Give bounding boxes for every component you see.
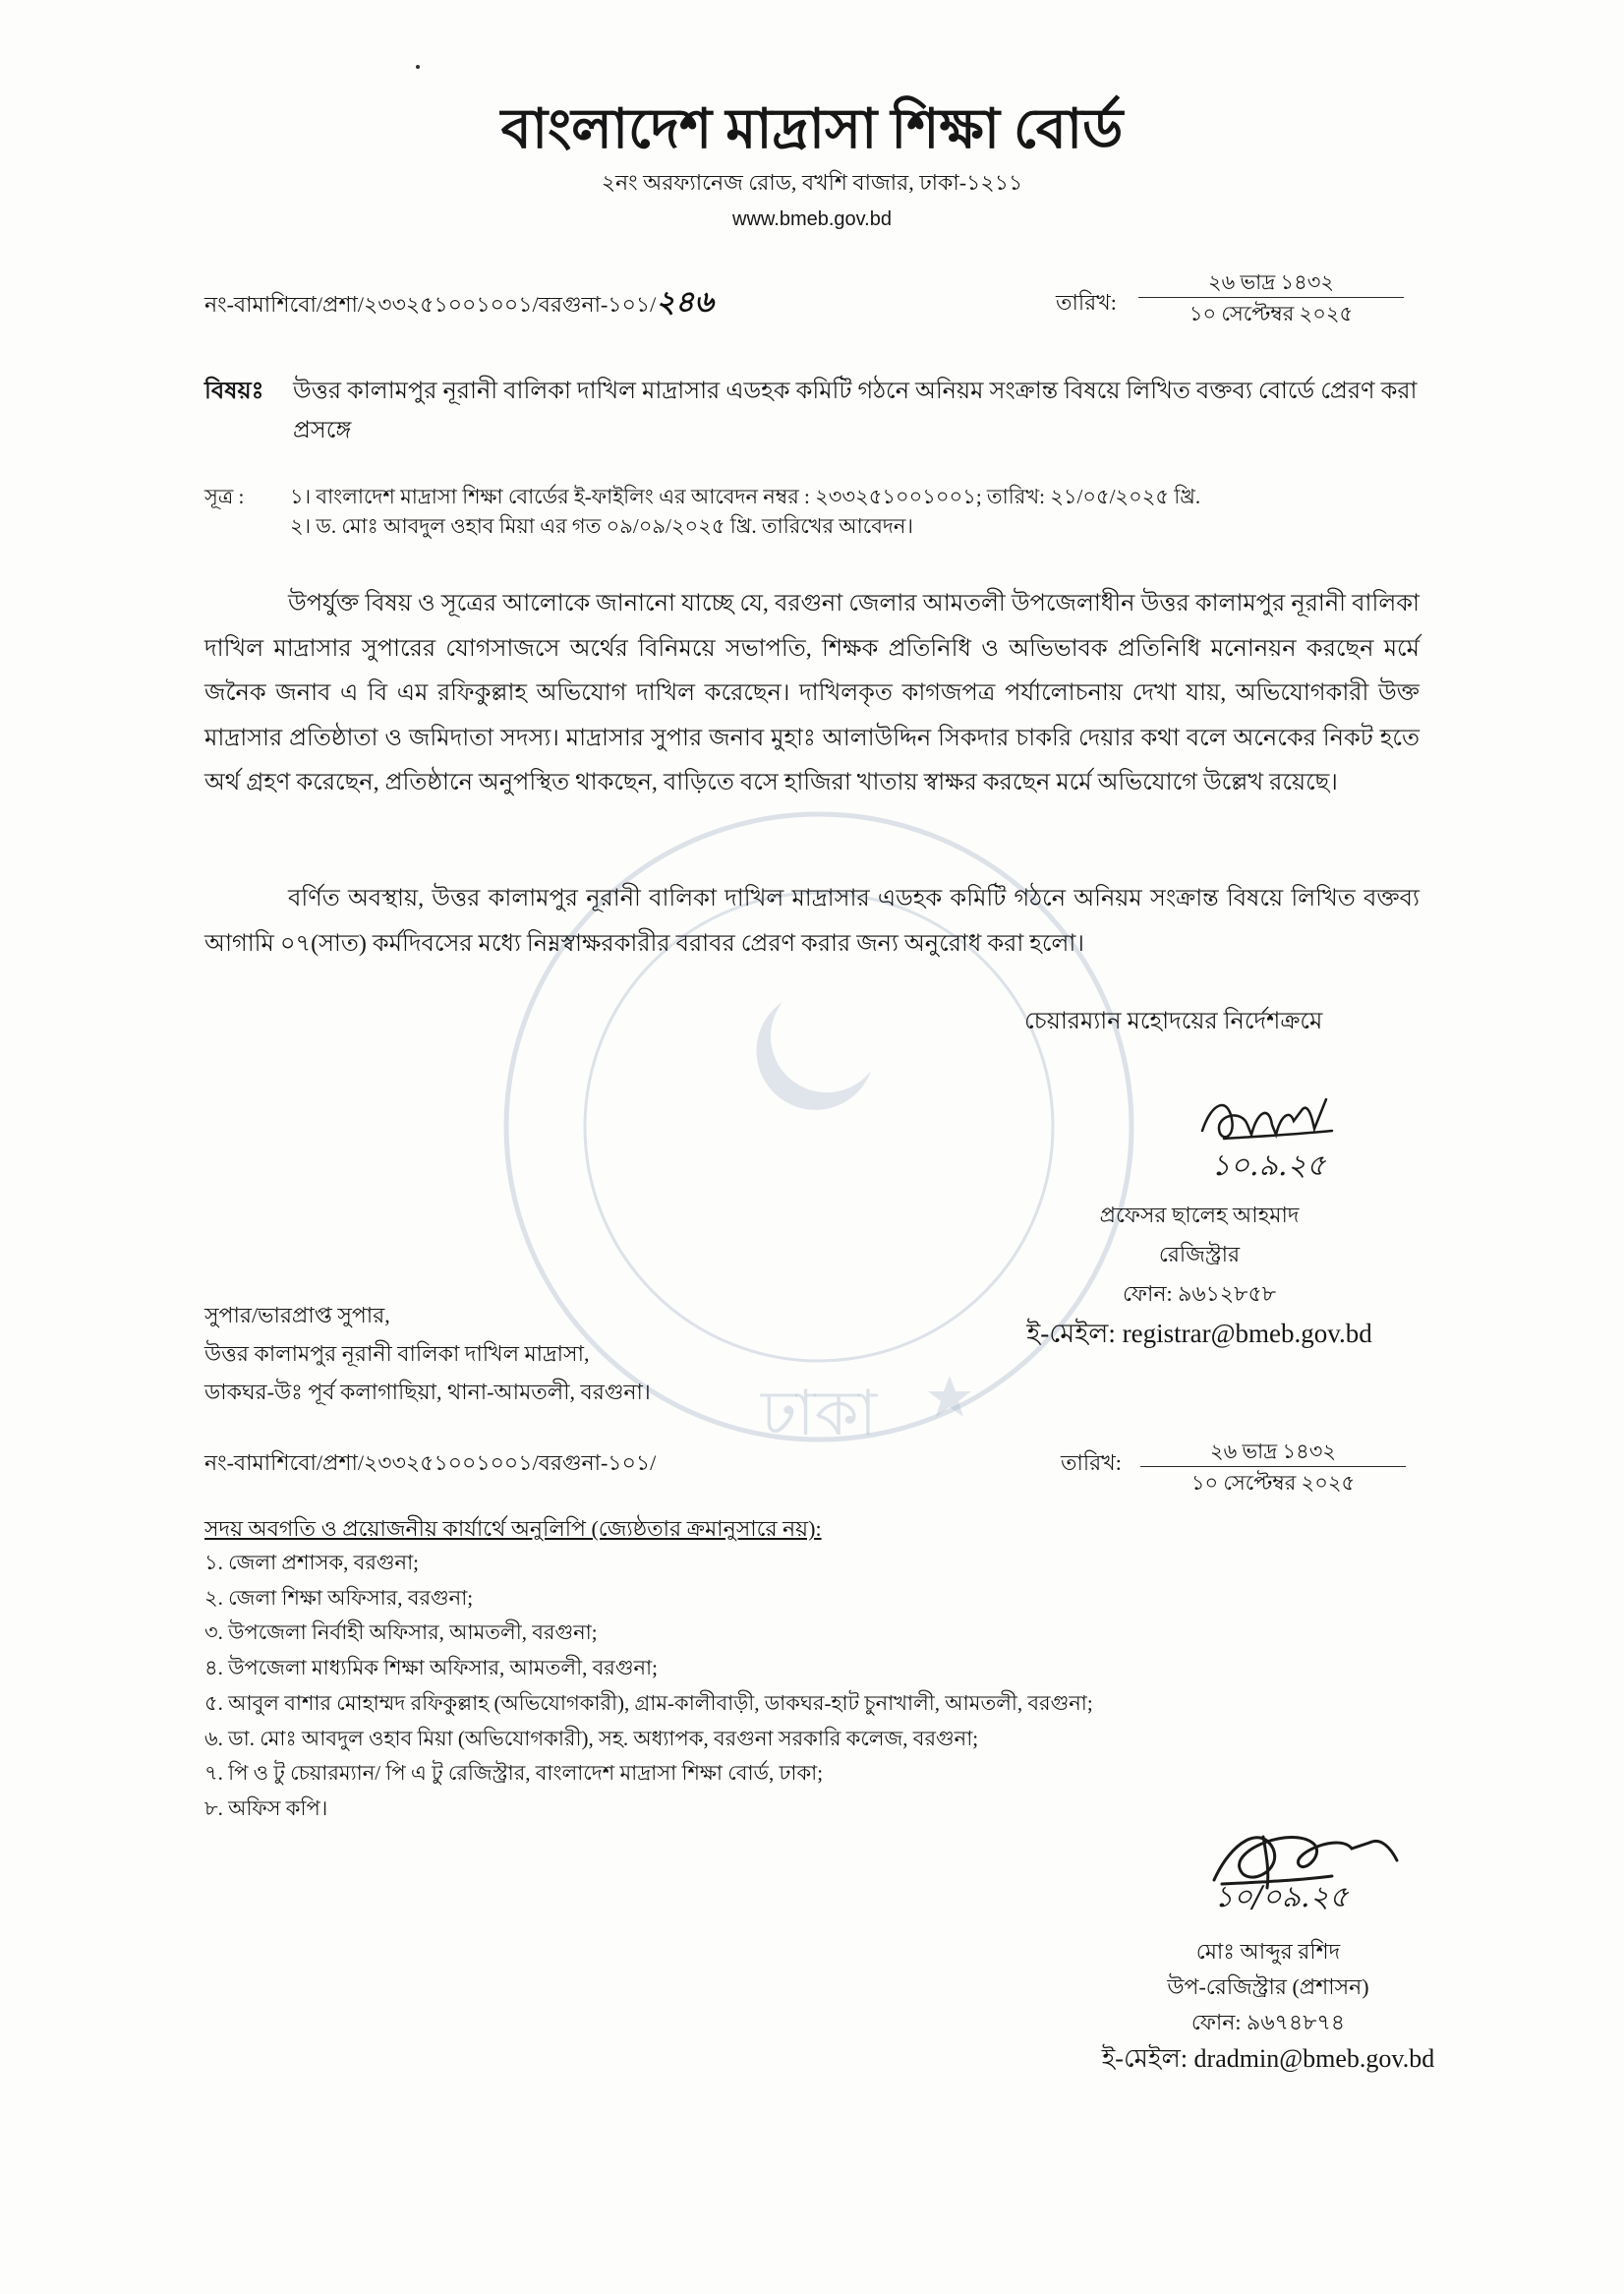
cc-item: ৮. অফিস কপি। [204, 1795, 328, 1820]
addressee-line: উত্তর কালামপুর নূরানী বালিকা দাখিল মাদ্রাসা, [204, 1341, 590, 1366]
reference-list [290, 482, 1421, 541]
memo2-date-bangla: ২৬ ভাদ্র ১৪৩২ [1140, 1437, 1406, 1467]
cc-item: ৩. উপজেলা নির্বাহী অফিসার, আমতলী, বরগুনা; [204, 1620, 598, 1645]
cc-list [204, 1546, 1482, 1827]
board-title: বাংলাদেশ মাদ্রাসা শিক্ষা বোর্ড [500, 99, 1124, 160]
cc-item: ১. জেলা প্রশাসক, বরগুনা; [204, 1551, 419, 1574]
cc-item: ৭. পি ও টু চেয়ারম্যান/ পি এ টু রেজিস্ট্রার, বাংলাদেশ মাদ্রাসা শিক্ষা বোর্ড, ঢাকা; [204, 1761, 824, 1786]
memo-date-block [1138, 267, 1404, 329]
body-paragraph: বর্ণিত অবস্থায়, উত্তর কালামপুর নূরানী বালিকা দাখিল মাদ্রাসার এডহক কমিটি গঠনে অনিয়ম সংক্রান্ত বিষয়ে লিখিত বক্তব্য আগামি ০৭(সাত) কর্মদিবসের মধ্যে নিম্নস্বাক্ষরকারীর বরাবর প্রেরণ করার জন্য অনুরোধ করা হলো। [204, 886, 1420, 957]
board-address: ২নং অরফ্যানেজ রোড, বখশি বাজার, ঢাকা-১২১১ [601, 170, 1023, 195]
addressee-line: ডাকঘর-উঃ পূর্ব কলাগাছিয়া, থানা-আমতলী, বরগুনা। [204, 1380, 651, 1404]
deputy-registrar-designation: উপ-রেজিস্ট্রার (প্রশাসন) [1167, 1974, 1369, 1999]
registrar-designation: রেজিস্ট্রার [1158, 1242, 1241, 1266]
scan-speck [416, 65, 420, 69]
cc-item: ২. জেলা শিক্ষা অফিসার, বরগুনা; [204, 1585, 474, 1610]
memo-number: নং-বামাশিবো/প্রশা/২৩৩২৫১০০১০০১/বরগুনা-১০১/ [204, 292, 657, 317]
memo2-number: নং-বামাশিবো/প্রশা/২৩৩২৫১০০১০০১/বরগুনা-১০১/ [204, 1450, 657, 1475]
registrar-email: ই-মেইল: registrar@bmeb.gov.bd [1026, 1319, 1372, 1348]
addressee-line: সুপার/ভারপ্রাপ্ত সুপার, [204, 1303, 390, 1327]
deputy-registrar-email: ই-মেইল: dradmin@bmeb.gov.bd [1101, 2044, 1435, 2073]
registrar-name: প্রফেসর ছালেহ আহমাদ [1099, 1203, 1300, 1227]
seal-text-bottom: ঢাকা [760, 1379, 878, 1448]
cc-item: ৫. আবুল বাশার মোহাম্মদ রফিকুল্লাহ (অভিযোগকারী), গ্রাম-কালীবাড়ী, ডাকঘর-হাট চুনাখালী, আমতলী, বরগুনা; [204, 1690, 1093, 1715]
memo2-date-english: ১০ সেপ্টেম্বর ২০২৫ [1190, 1471, 1356, 1495]
signature-registrar [1194, 1091, 1342, 1152]
reference-item: ২। ড. মোঃ আবদুল ওহাব মিয়া এর গত ০৯/০৯/২০২৫ খ্রি. তারিখের আবেদন। [290, 514, 913, 538]
subject-label: বিষয়ঃ [204, 379, 264, 404]
registrar-signature-date: ১০.৯.২৫ [1211, 1148, 1326, 1183]
deputy-registrar-signature-date: ১০/০৯.২৫ [1214, 1880, 1349, 1914]
body-paragraph: উপর্যুক্ত বিষয় ও সূত্রের আলোকে জানানো যাচ্ছে যে, বরগুনা জেলার আমতলী উপজেলাধীন উত্তর কালামপুর নূরানী বালিকা দাখিল মাদ্রাসার সুপারের যোগসাজসে অর্থের বিনিময়ে সভাপতি, শিক্ষক প্রতিনিধি ও অভিভাবক প্রতিনিধি মনোনয়ন করছেন মর্মে জনৈক জনাব এ বি এম রফিকুল্লাহ অভিযোগ দাখিল করেছেন। দাখিলকৃত কাগজপত্র পর্যালোচনায় দেখা যায়, অভিযোগকারী উক্ত মাদ্রাসার প্রতিষ্ঠাতা ও জমিদাতা সদস্য। মাদ্রাসার সুপার জনাব মুহাঃ আলাউদ্দিন সিকদার চাকরি দেয়ার কথা বলে অনেকের নিকট হতে অর্থ গ্রহণ করেছেন, প্রতিষ্ঠানে অনুপস্থিত থাকছেন, বাড়িতে বসে হাজিরা খাতায় স্বাক্ষর করছেন মর্মে অভিযোগে উল্লেখ রয়েছে। [204, 591, 1420, 795]
memo-handwritten-number: ২৪৬ [656, 285, 714, 320]
date-label: তারিখ: [1056, 290, 1117, 315]
deputy-registrar-signature-block [1052, 1934, 1484, 2078]
seal-crescent-icon [757, 1002, 871, 1110]
memo2-date-label: তারিখ: [1061, 1450, 1122, 1475]
chairman-directive: চেয়ারম্যান মহোদয়ের নির্দেশক্রমে [1024, 1009, 1323, 1034]
reference-item: ১। বাংলাদেশ মাদ্রাসা শিক্ষা বোর্ডের ই-ফাইলিং এর আবেদন নম্বর : ২৩৩২৫১০০১০০১; তারিখ: ২১/০৫/২০২৫ খ্রি. [290, 485, 1201, 508]
date-english: ১০ সেপ্টেম্বর ২০২৫ [1189, 302, 1354, 325]
board-website: www.bmeb.gov.bd [732, 208, 892, 230]
cc-item: ৪. উপজেলা মাধ্যমিক শিক্ষা অফিসার, আমতলী, বরগুনা; [204, 1656, 658, 1680]
date-bangla: ২৬ ভাদ্র ১৪৩২ [1138, 267, 1404, 298]
registrar-signature-block [983, 1196, 1416, 1353]
cc-heading: সদয় অবগতি ও প্রয়োজনীয় কার্যার্থে অনুলিপি (জ্যেষ্ঠতার ক্রমানুসারে নয়): [204, 1516, 822, 1541]
reference-label: সূত্র : [204, 485, 245, 508]
memo-number-line [204, 287, 714, 321]
deputy-registrar-phone: ফোন: ৯৬৭৪৮৭৪ [1190, 2010, 1346, 2034]
memo2-date-block [1140, 1437, 1406, 1499]
registrar-phone: ফোন: ৯৬১২৮৫৮ [1122, 1281, 1277, 1306]
cc-item: ৬. ডা. মোঃ আবদুল ওহাব মিয়া (অভিযোগকারী), সহ. অধ্যাপক, বরগুনা সরকারি কলেজ, বরগুনা; [204, 1726, 979, 1750]
deputy-registrar-name: মোঃ আব্দুর রশিদ [1195, 1939, 1341, 1964]
addressee-block [204, 1296, 651, 1411]
subject-text: উত্তর কালামপুর নূরানী বালিকা দাখিল মাদ্রাসার এডহক কমিটি গঠনে অনিয়ম সংক্রান্ত বিষয়ে লিখিত বক্তব্য বোর্ডে প্রেরণ করা প্রসঙ্গে [293, 379, 1418, 443]
